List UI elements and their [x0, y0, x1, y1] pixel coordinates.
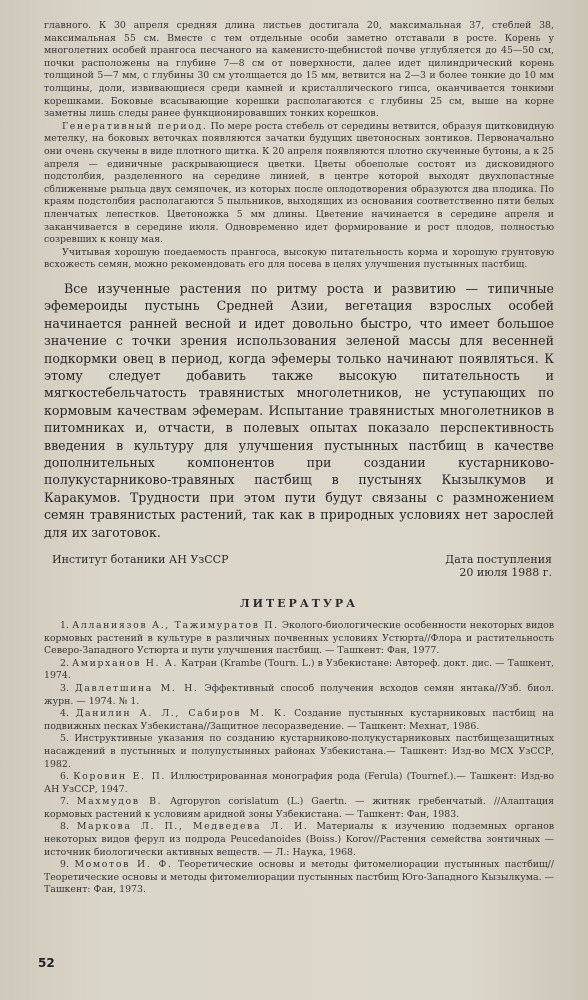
generative-paragraph	[44, 121, 554, 247]
reference-item	[44, 620, 554, 658]
reference-item	[44, 821, 554, 859]
reference-item	[44, 733, 554, 771]
reference-text: Теоретические основы и методы фитомелиорации пустынных пастбищ//Теоретические основы и методы фитомелиорации пустынных пастбищ Юго-Западного Кызылкума. — Ташкент: Фан, 1973.	[44, 859, 554, 896]
reference-number: 2.	[60, 657, 69, 669]
intro-paragraph: главного. К 30 апреля средняя длина листьев достигала 20, максимальная 37, стеблей 38, максимальная 55 см. Вместе с тем отдельные особи заметно отставали в росте. Корень у многолетних особей прангоса песчаного на каменисто-щебнистой почве углубляется до 45—50 см, почки расположены на глубине 7—8 см от поверхности, далее идет цилиндрический корень толщиной 5—7 мм, с глубины 30 см утолщается до 15 мм, ветвится на 2—3 и более тонкие до 10 мм толщины, доли, извивающиеся среди камней и кристаллического гипса, оканчивается тонкими корешками. Боковые всасывающие корешки располагаются с глубины 25 см, выше на корне заметны лишь следы ранее функционировавших тонких корешков.	[44, 20, 554, 120]
signature-block	[44, 553, 554, 579]
reference-authors: Давлетшина М. Н.	[75, 682, 199, 694]
institute-name: Институт ботаники АН УзССР	[52, 552, 229, 566]
reference-item	[44, 708, 554, 733]
reference-authors: Махмудов В.	[76, 796, 163, 808]
reference-text: Катран (Krambe (Tourn. L.) в Узбекистане: Автореф. докт. дис. — Ташкент, 1974.	[44, 657, 554, 682]
reference-number: 7.	[60, 796, 69, 808]
reference-text: Agropyron corislatum (L.) Gaertn. — житняк гребенчатый. //Алаптация кормовых растений к условиям аридной зоны Узбекистана. — Ташкент: Фан, 1983.	[44, 796, 555, 820]
reference-number: 3.	[60, 682, 69, 694]
reference-number: 6.	[60, 771, 69, 783]
page-number: 52	[38, 956, 55, 970]
reference-authors: Алланиязов А., Тажимуратов П.	[72, 619, 279, 631]
received-date-block	[445, 553, 554, 579]
reference-list	[44, 620, 554, 897]
reference-item	[44, 683, 554, 708]
reference-number: 1.	[60, 619, 69, 631]
reference-authors: Амирханов Н. А.	[72, 657, 179, 669]
main-paragraph: Все изученные растения по ритму роста и развитию — типичные эфемероиды пустынь Средней Азии, вегетация взрослых особей начинается ранней весной и идет довольно быстро, что имеет большое значение с точки зрения использования зеленой массы для весенней подкормки овец в период, когда эфемеры только начинают появляться. К этому следует добавить также высокую питательность и мягкостебельчатость травянистых многолетников, не уступающих по кормовым качествам эфемерам. Испытание травянистых многолетников в питомниках и, отчасти, в полевых опытах показало перспективность введения в культуру для улучшения пустынных пастбищ в качестве дополнительных компонентов при создании кустарниково-полукустарниково-травяных пастбищ в пустынях Кызылкумов и Каракумов. Трудности при этом пути будут связаны с размножением семян травянистых растений, так как в природных условиях нет зарослей для их заготовок.	[44, 280, 554, 540]
generative-text: По мере роста стебель от середины ветвится, образуя щитковидную метелку, на боковых веточках появляются зачатки будущих цветоносных зонтиков. Первоначально они очень скучены в виде плотного щитка. К 20 апреля появляются плотно скученные бутоны, а к 25 апреля — единичные раскрывающиеся цветки. Цветы обоеполые состоят из дисковидного подстолбия, разделенного на середине линией, в центре которой выходят двухлопастные сближенные рыльца двух семяпочек, из которых после оплодотворения образуются два плодика. По краям подстолбия располагаются 5 пыльников, выходящих из основания соответственно пяти белых пленчатых лепестков. Цветоножка 5 мм длины. Цветение начинается в середине апреля и заканчивается в середине июля. Одновременно идет формирование и рост плодов, полностью созревших к концу мая.	[44, 120, 554, 246]
reference-text: Иллюстрированная монография рода (Ferula) (Tournef.).— Ташкент: Изд-во АН УзССР, 1947.	[44, 771, 554, 795]
conclusion-small-paragraph: Учитывая хорошую поедаемость прангоса, высокую питательность корма и хорошую грунтовую всхожесть семян, можно рекомендовать его для посева в целях улучшения пустынных пастбищ.	[44, 246, 554, 271]
reference-items	[44, 620, 554, 897]
reference-number: 5.	[60, 733, 69, 745]
reference-item	[44, 859, 554, 897]
intro-section	[44, 20, 554, 272]
reference-item	[44, 771, 554, 796]
reference-text: Создание пустынных кустарниковых пастбищ на подвижных песках Узбекистана//Защитное лесоразведение. — Ташкент: Мехнат, 1986.	[44, 708, 554, 732]
reference-text: Материалы к изучению подземных органов некоторых видов ферул из подрода Peucedanoides (Boiss.) Korov//Растения семейства зонтичных — источник биологически активных веществ. — Л.: Наука, 1968.	[44, 821, 555, 858]
generative-label: Генеративный период.	[62, 120, 208, 132]
reference-authors: Данилин А. Л., Сабиров М. К.	[75, 708, 288, 720]
received-date: 20 июля 1988 г.	[459, 565, 552, 579]
main-conclusion	[44, 280, 554, 541]
reference-authors: Маркова Л. П., Медведева Л. И.	[76, 821, 309, 833]
reference-authors: Момотов И. Ф.	[74, 859, 173, 871]
reference-item	[44, 658, 554, 683]
reference-text: Эколого-биологические особенности некоторых видов кормовых растений в культуре в различных почвенных условиях Устюрта//Флора и растительность Северо-Западного Устюрта и пути улучшения пастбищ. — Ташкент: Фан, 1977.	[44, 619, 555, 657]
reference-number: 8.	[60, 821, 69, 833]
page-content	[44, 20, 554, 897]
reference-text: Инструктивные указания по созданию кустарниково-полукустарниковых пастбищезащитных насаждений в пустынных и полупустынных районах Узбекистана.— Ташкент: Изд-во МСХ УзССР, 1982.	[44, 733, 555, 770]
reference-item	[44, 796, 554, 821]
reference-text: Эффективный способ получения всходов семян янтака//Узб. биол. журн. — 1974. № 1.	[44, 682, 555, 707]
reference-number: 4.	[60, 708, 69, 720]
reference-authors: Коровин Е. П.	[73, 771, 166, 783]
literature-title: ЛИТЕРАТУРА	[239, 596, 359, 610]
received-label: Дата поступления	[445, 552, 552, 566]
reference-number: 9.	[60, 859, 69, 871]
